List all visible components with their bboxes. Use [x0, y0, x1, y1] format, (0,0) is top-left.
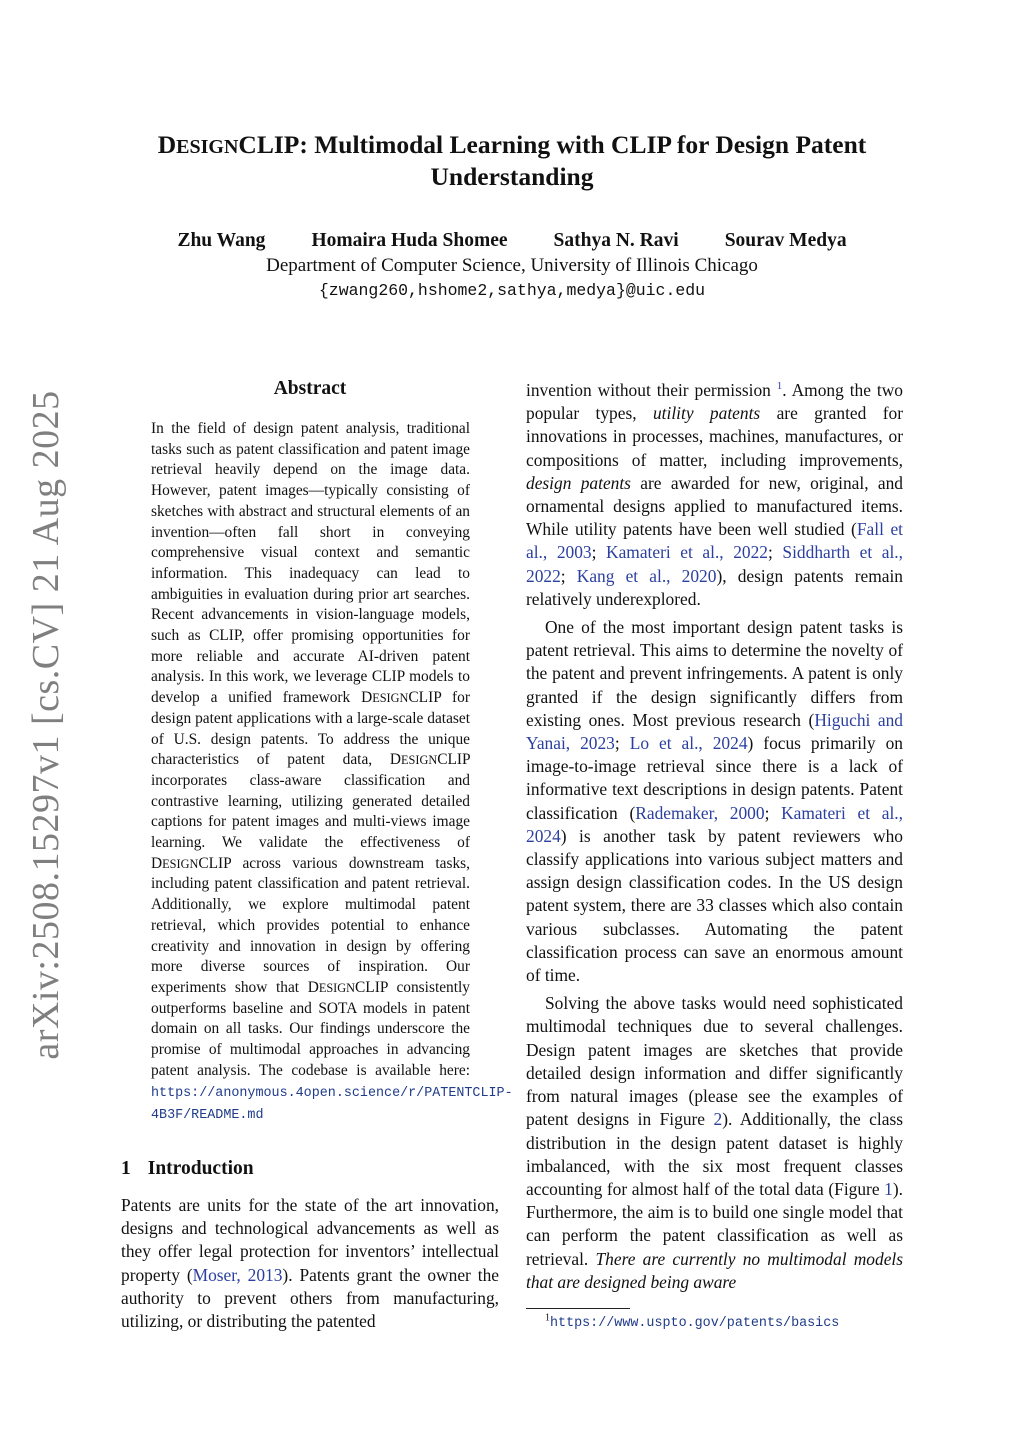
footnote-mark[interactable]: 1	[776, 380, 783, 393]
arxiv-identifier: arXiv:2508.15297v1 [cs.CV] 21 Aug 2025	[25, 390, 67, 1060]
author-name: Zhu Wang	[177, 230, 266, 251]
citation-link[interactable]: Moser, 2013	[192, 1264, 283, 1285]
citation-link[interactable]: Siddharth et al., 2022	[526, 542, 903, 586]
paragraph: One of the most important design patent tasks is patent retrieval. This aims to determine the novelty of the patent and prevent infringements. A patent is only granted if the design significantly differs from existing ones. Most previous research (Higuchi and Yanai, 2023; Lo et al., 2024) focus primarily on image-to-image retrieval since there is a lack of informative text descriptions in design patents. Patent classification (Rademaker, 2000; Kamateri et al., 2024) is another task by patent reviewers who classify applications into various subject matters and assign design classification codes. In the US design patent system, there are 33 classes which also contain various subclasses. Automating the patent classification process can save an enormous amount of time.	[526, 617, 903, 986]
intro-paragraph-left: Patents are units for the state of the art innovation, designs and technological advancements as well as they offer legal protection for inventors’ intellectual property (Moser, 2013). Patents grant the owner the authority to prevent others from manufacturing, utilizing, or distributing the patented	[121, 1195, 500, 1332]
title-main: CLIP: Multimodal Learning with CLIP for Design Patent	[238, 130, 867, 159]
paragraph: Solving the above tasks would need sophisticated multimodal techniques due to several challenges. Design patent images are sketches that provide detailed design information and differ significantly from natural images (please see the examples of patent designs in Figure 2). Additionally, the class distribution in the design patent dataset is highly imbalanced, with the six most frequent classes accounting for almost half of the total data (Figure 1). Furthermore, the aim is to build one single model that can perform the patent classification as well as retrieval. There are currently no multimodal models that are designed being aware	[526, 993, 904, 1292]
footnote-link[interactable]: https://www.uspto.gov/patents/basics	[550, 1316, 840, 1331]
author-emails: {zwang260,hshome2,sathya,medya}@uic.edu	[318, 281, 706, 300]
footnote: $^1$https://www.uspto.gov/patents/basics	[545, 1312, 840, 1331]
codebase-link[interactable]: https://anonymous.4open.science/r/PATENTCLIP-4B3F/README.md	[151, 1085, 513, 1124]
citation-link[interactable]: Kamateri et al., 2022	[606, 542, 769, 563]
abstract-heading: Abstract	[273, 378, 347, 399]
author-list	[120, 230, 904, 252]
citation-link[interactable]: Higuchi and Yanai, 2023	[526, 709, 903, 754]
citation-link[interactable]: Rademaker, 2000	[635, 802, 765, 823]
footnote-divider	[526, 1308, 630, 1309]
affiliation: Department of Computer Science, University of Illinois Chicago	[266, 255, 758, 276]
citation-link[interactable]: Fall et al., 2003	[526, 519, 904, 563]
author-name: Sathya N. Ravi	[553, 230, 679, 251]
title-smallcaps-rest: ESIGN	[176, 136, 239, 158]
title-line2: Understanding	[430, 162, 594, 191]
figure-link[interactable]: 2	[713, 1109, 723, 1130]
citation-link[interactable]: Kamateri et al., 2024	[526, 802, 903, 846]
citation-link[interactable]: Kang et al., 2020	[576, 565, 717, 586]
title-smallcaps-initial: D	[157, 130, 177, 159]
figure-link[interactable]: 1	[884, 1178, 893, 1199]
section-heading-introduction: 1 Introduction	[121, 1158, 254, 1179]
author-name: Sourav Medya	[724, 230, 847, 251]
abstract-body: In the field of design patent analysis, traditional tasks such as patent classification and patent image retrieval heavily depend on the image data. However, patent images—typically consisting of sketches with abstract and structural elements of an invention—often fall short in conveying comprehensive visual context and semantic information. This inadequacy can lead to ambiguities in evaluation during prior art searches. Recent advancements in vision-language models, such as CLIP, offer promising opportunities for more reliable and accurate AI-driven patent analysis. In this work, we leverage CLIP models to develop a unified framework DESIGNCLIP for design patent applications with a large-scale dataset of U.S. design patents. To address the unique characteristics of patent data, DESIGNCLIP incorporates class-aware classification and contrastive learning, utilizing generated detailed captions for patent images and multi-views image learning. We validate the effectiveness of DESIGNCLIP across various downstream tasks, including patent classification and patent retrieval. Additionally, we explore multimodal patent retrieval, which provides potential to enhance creativity and innovation in design by offering more diverse sources of inspiration. Our experiments show that DESIGNCLIP consistently outperforms baseline and SOTA models in patent domain on all tasks. Our findings underscore the promise of multimodal approaches in advancing patent analysis. The codebase is available here: https://anonymous.4open.science/r/PATENTCLIP-4B3F/README.md	[151, 420, 513, 1124]
citation-link[interactable]: Lo et al., 2024	[629, 733, 748, 754]
paragraph: invention without their permission $^1$. Among the two popular types, utility patents are granted for innovations in processes, machines, manufactures, or compositions of matter, including improvements, design patents are awarded for new, original, and ornamental designs applied to manufactured items. While utility patents have been well studied (Fall et al., 2003; Kamateri et al., 2022; Siddharth et al., 2022; Kang et al., 2020), design patents remain relatively underexplored.	[526, 380, 904, 609]
paper-title	[120, 130, 904, 191]
author-name: Homaira Huda Shomee	[311, 230, 508, 251]
intro-right-column	[526, 379, 903, 1294]
